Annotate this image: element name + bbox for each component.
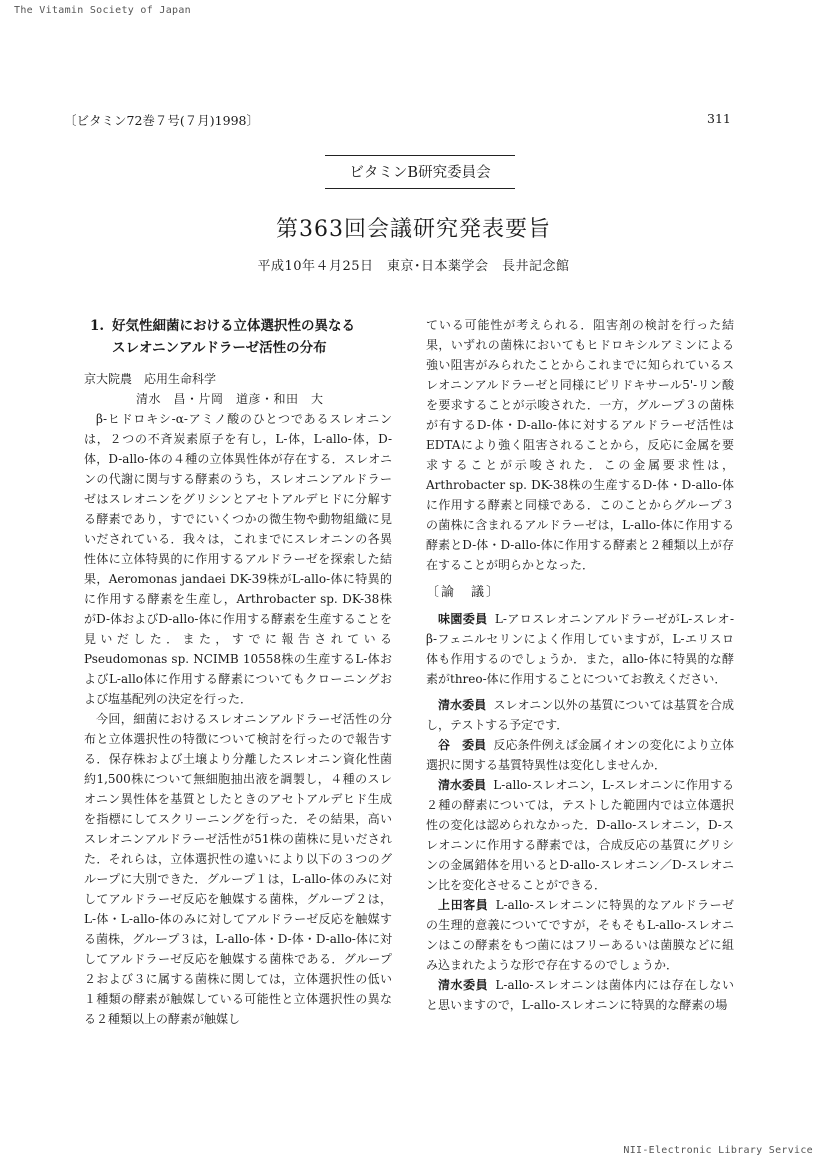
discussion-entry (426, 895, 734, 975)
speaker-name: 清水委員 (438, 698, 487, 712)
discussion-text: L-アロスレオニンアルドラーゼがL-スレオ-β-フェニルセリンによく作用していますが，L-エリスロ体も作用するのでしょうか．また，allo-体に特異的な酵素がthreo-体に作用することについてお教えください． (426, 612, 734, 686)
discussion-text: L-allo-スレオニンは菌体内には存在しないと思いますので，L-allo-スレオニンに特異的な酵素の場 (426, 978, 734, 1012)
speaker-name: 味園委員 (438, 612, 488, 626)
page-title: 第363回会議研究発表要旨 (276, 217, 551, 242)
right-column (426, 315, 734, 1015)
discussion-entry (426, 775, 734, 895)
library-footer: NII-Electronic Library Service (623, 1145, 813, 1156)
speaker-name: 上田客員 (438, 898, 489, 912)
speaker-name: 清水委員 (438, 778, 487, 792)
body-paragraph: 今回，細菌におけるスレオニンアルドラーゼ活性の分布と立体選択性の特徴について検討を行ったので報告する．保存株および土壌より分離したスレオニン資化性菌約1,500株について無細胞抽出液を調製し，４種のスレオニン異性体を基質としたときのアセトアルデヒド生成を指標にしてスクリーニングを行った．その結果，高いスレオニンアルドラーゼ活性が51株の菌株に見いだされた．それらは，立体選択性の違いにより以下の３つのグループに大別できた．グループ１は，L-allo-体のみに対してアルドラーゼ反応を触媒する菌株，グループ２は，L-体・L-allo-体のみに対してアルドラーゼ反応を触媒する菌株，グループ３は，L-allo-体・D-体・D-allo-体に対してアルドラーゼ反応を触媒する菌株である．グループ２および３に属する菌株に関しては，立体選択性の低い１種類の酵素が触媒している可能性と立体選択性の異なる２種類以上の酵素が触媒し (84, 712, 392, 1026)
authors: 清水 昌・片岡 道彦・和田 大 (136, 392, 324, 406)
discussion-text: スレオニン以外の基質については基質を合成し，テストする予定です． (426, 698, 734, 732)
discussion-entry (426, 609, 734, 689)
left-column (84, 315, 392, 1029)
discussion-text: L-allo-スレオニン，L-スレオニンに作用する２種の酵素については，テストした範囲内では立体選択性の変化は認められなかった．D-allo-スレオニン，D-スレオニンに作用する酵素では，合成反応の基質にグリシンの金属錯体を用いるとD-allo-スレオニン／D-スレオニン比を変化させることができる． (426, 778, 734, 892)
section-title-line2: スレオニンアルドラーゼ活性の分布 (112, 340, 327, 356)
speaker-name: 清水委員 (438, 978, 489, 992)
society-watermark: The Vitamin Society of Japan (14, 5, 191, 16)
discussion-text: L-allo-スレオニンに特異的なアルドラーゼの生理的意義についてですが，そもそもL-allo-スレオニンはこの酵素をもつ菌にはフリーあるいは菌膜などに組み込まれたような形で存在するのでしょうか． (426, 898, 734, 972)
body-paragraph: β-ヒドロキシ-α-アミノ酸のひとつであるスレオニンは，２つの不斉炭素原子を有し，L-体，L-allo-体，D-体，D-allo-体の４種の立体異性体が存在する．スレオニンの代謝に関与する酵素のうち，スレオニンアルドラーゼはスレオニンをグリシンとアセトアルデヒドに分解する酵素であり，すでにいくつかの微生物や動物組織に見いだされている．我々は，これまでにスレオニンの各異性体に立体特異的に作用するアルドラーゼを探索した結果，Aeromonas jandaei DK-39株がL-allo-体に特異的に作用する酵素を生産し，Arthrobacter sp. DK-38株がD-体およびD-allo-体に作用する酵素を生産することを見いだした．また，すでに報告されているPseudomonas sp. NCIMB 10558株の生産するL-体およびL-allo体に作用する酵素についてもクローニングおよび塩基配列の決定を行った． (84, 412, 392, 706)
speaker-name: 谷 委員 (438, 738, 487, 752)
section-number: 1. (90, 318, 105, 334)
section-title (84, 315, 392, 359)
section-title-line1: 好気性細菌における立体選択性の異なる (112, 318, 355, 334)
body-paragraph-continued: ている可能性が考えられる．阻害剤の検討を行った結果，いずれの菌株においてもヒドロキシルアミンによる強い阻害がみられたことからこれまでに知られているスレオニンアルドラーゼと同様にピリドキサール5'-リン酸を要求することが示唆された．一方，グループ３の菌株が有するD-体・D-allo-体に対するアルドラーゼ活性はEDTAにより強く阻害されることから，反応に金属を要求することが示唆された．この金属要求性は，Arthrobacter sp. DK-38株の生産するD-体・D-allo-体に作用する酵素と同様である．このことからグループ３の菌株に含まれるアルドラーゼは，L-allo-体に作用する酵素とD-体・D-allo-体に作用する酵素と２種類以上が存在することが明らかとなった． (426, 318, 734, 572)
meeting-dateline: 平成10年４月25日 東京･日本薬学会 長井記念館 (257, 259, 570, 274)
discussion-entry (426, 735, 734, 775)
discussion-text: 反応条件例えば金属イオンの変化により立体選択に関する基質特異性は変化しませんか． (426, 738, 734, 772)
affiliation: 京大院農 応用生命科学 (84, 372, 217, 386)
discussion-heading: 〔論 議〕 (426, 585, 502, 600)
committee-heading: ビタミンB研究委員会 (325, 155, 515, 189)
discussion-entry (426, 695, 734, 735)
page-number: 311 (707, 111, 731, 126)
journal-header: 〔ビタミン72巻７号(７月)1998〕 (64, 113, 259, 128)
discussion-entry (426, 975, 734, 1015)
